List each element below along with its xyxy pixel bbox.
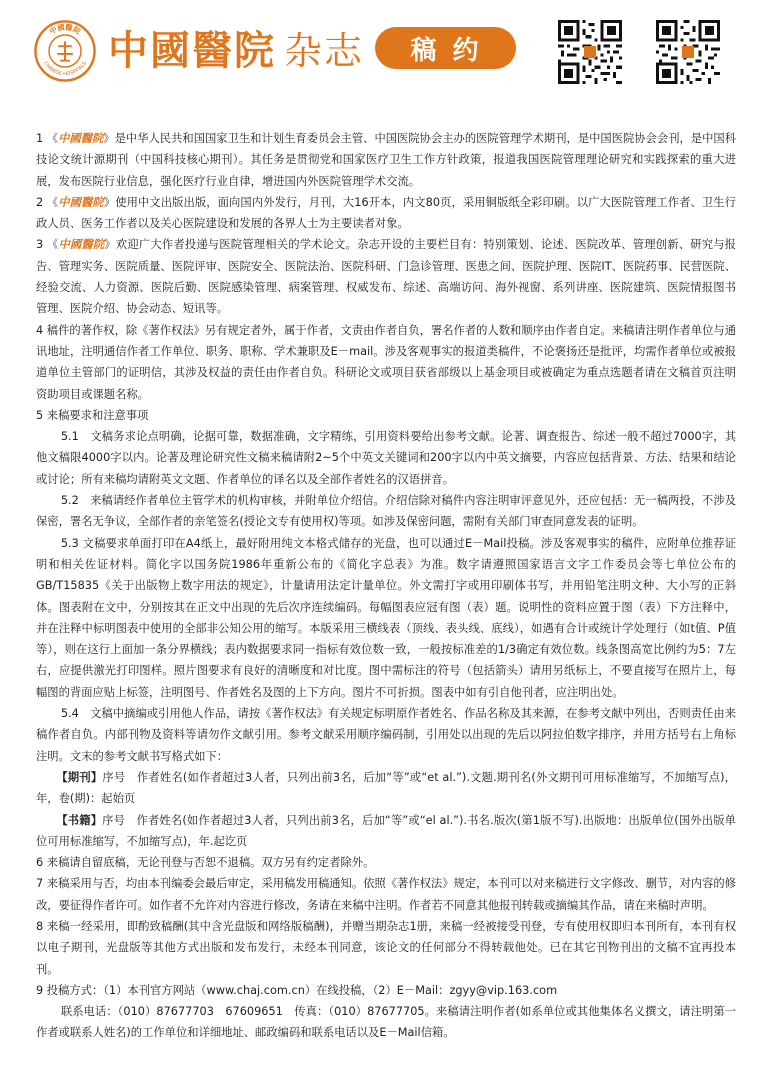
item-5-3: 5.3 文稿要求单面打印在A4纸上，最好附用纯文本格式储存的光盘，也可以通过E－Mail投稿。涉及客观事实的稿件，应附单位推荐证明和相关佐证材料。简化字以国务院1986年重新公布的《简化字总表》为准。数字请遵照国家语言文字工作委员会等七单位公布的GB/T15835《关于出版物上数字用法的规定》，计量请用法定计量单位。外文需打字或用印刷体书写，并用铅笔注明文种、大小写的正斜体。图表附在文中，分别按其在正文中出现的先后次序连续编码。每幅图表应冠有图（表）题。说明性的资料应置于图（表）下方注释中，并在注释中标明图表中使用的全部非公知公用的缩写。本版采用三横线表（顶线、表头线、底线），如遇有合计或统计学处理行（如t值、P值等），则在这行上面加一条分界横线；表内数据要求同一指标有效位数一致，一般按标准差的1/3确定有效位数。线条图高宽比例约为5：7左右，应提供激光打印图样。照片图要求有良好的清晰度和对比度。图中需标注的符号（包括箭头）请用另纸标上，不要直接写在照片上，每幅图的背面应贴上标签，注明图号、作者姓名及图的上下方向。图片不可折损。图表中如有引自他刊者，应注明出处。 xyxy=(36,536,736,699)
page-header xyxy=(0,0,768,100)
item-9: 9 投稿方式：（1）本刊官方网站（www.chaj.com.cn）在线投稿，（2）E－Mail：zgyy@vip.163.com xyxy=(36,983,558,997)
journal-name-inline: 中國醫院 xyxy=(58,131,104,145)
svg-text:中國醫院: 中國醫院 xyxy=(47,22,83,36)
item-5-1: 5.1 文稿务求论点明确，论据可靠，数据准确，文字精练，引用资料要给出参考文献。论著、调查报告、综述一般不超过7000字，其他文稿限4000字以内。论著及理论研究性文稿来稿请附2~5个中英文关键词和200字以内中英文摘要，内容应包括背景、方法、结果和结论或讨论；所有来稿均请附英文文题、作者单位的译名以及全部作者姓名的汉语拼音。 xyxy=(36,430,736,486)
submission-guidelines xyxy=(36,128,736,1044)
item-5-4: 5.4 文稿中摘编或引用他人作品，请按《著作权法》有关规定标明原作者姓名、作品名称及其来源，在参考文献中列出，否则责任由来稿作者自负。内部刊物及资料等请勿作文献引用。参考文献采用顺序编码制，引用处以出现的先后以阿拉伯数字排序，并用方括号右上角标注明。文末的参考文献书写格式如下： xyxy=(36,707,736,763)
journal-name-inline: 中國醫院 xyxy=(58,237,105,252)
item-8: 8 来稿一经采用，即酌致稿酬(其中含光盘版和网络版稿酬)，并赠当期杂志1册，来稿一经被接受刊登，专有使用权即归本刊所有，本刊有权以电子期刊，光盘版等其他方式出版和发布发行，未经本刊同意，该论文的任何部分不得转载他处。已在其它刊物刊出的文稿不宜再投本刊。 xyxy=(36,919,736,976)
brand-title xyxy=(108,22,364,72)
item-5-2: 5.2 来稿请经作者单位主管学术的机构审核，并附单位介绍信。介绍信除对稿件内容注明审评意见外，还应包括：无一稿两投，不涉及保密，署名无争议，全部作者的亲笔签名(授论文专有使用权)等项。如涉及保密问题，需附有关部门审查同意发表的证明。 xyxy=(36,494,736,529)
svg-text:CHINESE HOSPITALS: CHINESE HOSPITALS xyxy=(42,60,88,78)
reference-type-label: 【书籍】 xyxy=(56,813,103,827)
brand-journal-name: 中國醫院 xyxy=(108,26,276,74)
reference-format-journal: 【期刊】序号 作者姓名(如作者超过3人者，只列出前3名，后加“等”或“et al.”).文题.期刊名(外文期刊可用标准缩写，不加缩写点)，年，卷(期)：起始页 xyxy=(36,770,736,806)
item-3: 3 《中國醫院》欢迎广大作者投递与医院管理相关的学术论文。杂志开设的主要栏目有：特别策划、论述、医院改革、管理创新、研究与报告、管理实务、医院质量、医院评审、医院安全、医院法治、医院科研、门急诊管理、医患之间、医院护理、医院IT、医院药事、民营医院、经验交流、人力资源、医院后勤、医院感染管理、病案管理、权威发布、综述、高端访问、海外视窗、系列讲座、医院建筑、医院情报图书管理、医院介绍、协会动态、短讯等。 xyxy=(36,237,736,316)
reference-type-label: 【期刊】 xyxy=(56,770,103,784)
reference-format-book: 【书籍】序号 作者姓名(如作者超过3人者，只列出前3名，后加“等”或“el al.”).书名.版次(第1版不写).出版地：出版单位(国外出版单位可用标准缩写，不加缩写点)，年.起讫页 xyxy=(36,813,736,848)
qr-code-app-icon xyxy=(656,20,720,84)
brand-magazine-label: 杂志 xyxy=(284,28,365,73)
item-1: 1 《中國醫院》是中华人民共和国国家卫生和计划生育委员会主管、中国医院协会主办的医院管理学术期刊，是中国医院协会会刊，是中国科技论文统计源期刊（中国科技核心期刊）。其任务是贯彻党和国家医疗卫生工作方针政策，报道我国医院管理理论研究和实践探索的重大进展，发布医院行业信息，强化医疗行业自律，增进国内外医院管理学术交流。 xyxy=(36,131,736,188)
item-4: 4 稿件的著作权，除《著作权法》另有规定者外，属于作者，文责由作者自负，署名作者的人数和顺序由作者自定。来稿请注明作者单位与通讯地址，注明通信作者工作单位、职务、职称、学术兼职及E－mail。涉及客观事实的报道类稿件，不论褒扬还是批评，均需作者单位或被报道单位主管部门的证明信，其涉及权益的责任由作者自负。科研论文或项目获省部级以上基金项目或被确定为重点选题者请在文稿首页注明资助项目或课题名称。 xyxy=(36,323,736,401)
qr-code-wechat-icon xyxy=(558,20,622,84)
call-for-papers-badge: 稿约 xyxy=(375,27,516,69)
journal-name-inline: 中國醫院 xyxy=(58,194,104,209)
item-5-heading: 5 来稿要求和注意事项 xyxy=(36,408,149,422)
item-9-contact: 联系电话：（010）87677703 67609651 传真：（010）87677705。来稿请注明作者(如系单位或其他集体名义撰文，请注明第一作者或联系人姓名)的工作单位和详细地址、邮政编码和联系电话以及E－Mail信箱。 xyxy=(36,1005,736,1040)
journal-seal-logo xyxy=(34,20,96,82)
item-7: 7 来稿采用与否，均由本刊编委会最后审定，采用稿发用稿通知。依照《著作权法》规定，本刊可以对来稿进行文字修改、删节，对内容的修改，要征得作者许可。如作者不允许对内容进行修改，务请在来稿中注明。作者若不同意其他报刊转载或摘编其作品，请在来稿时声明。 xyxy=(36,877,736,912)
item-2: 2 《中國醫院》使用中文出版出版，面向国内外发行，月刊，大16开本，内文80页，采用铜版纸全彩印刷。以广大医院管理工作者、卫生行政人员、医务工作者以及关心医院建设和发展的各界人士为主要读者对象。 xyxy=(36,194,736,231)
item-6: 6 来稿请自留底稿，无论刊登与否恕不退稿。双方另有约定者除外。 xyxy=(36,856,375,870)
